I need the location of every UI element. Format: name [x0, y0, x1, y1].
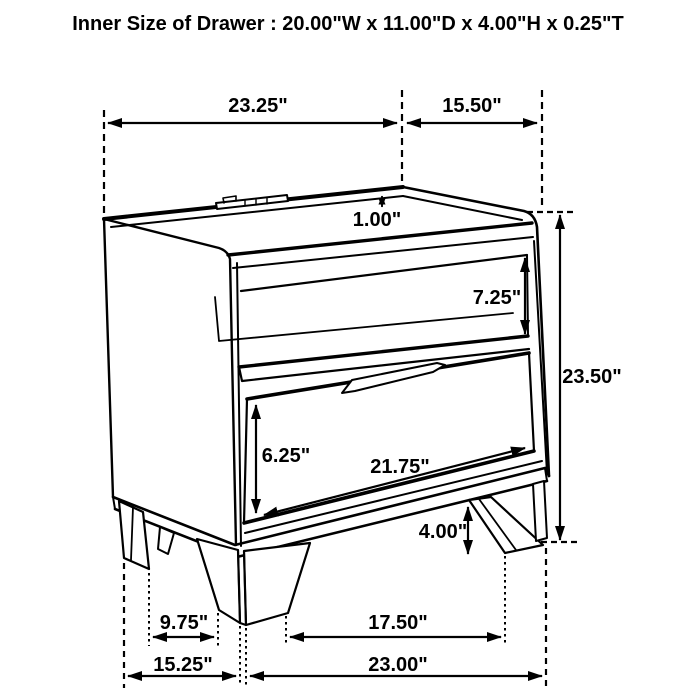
- back-left-leg: [119, 501, 149, 569]
- shelf-opening-top-edge: [241, 255, 527, 291]
- front-left-leg-front-face: [244, 543, 310, 625]
- front-left-leg-side-face: [197, 539, 240, 623]
- extension-lines: [104, 90, 581, 688]
- dimension-base-depth: [128, 654, 236, 676]
- left-panel-outline: [104, 219, 236, 545]
- left-panel-back-edge: [104, 219, 113, 497]
- dimension-leg-height: [419, 507, 468, 554]
- dimension-drawer-front-height: [256, 405, 310, 513]
- front-right-leg: [469, 497, 543, 553]
- dimension-label-leg-height: 4.00": [418, 521, 468, 543]
- dimension-label-leg-gap-front: 17.50": [368, 612, 428, 634]
- dimension-label-shelf-opening-height: 7.25": [472, 287, 522, 309]
- dimension-label-drawer-front-width: 21.75": [370, 456, 430, 478]
- top-panel-bottom-edge: [233, 237, 533, 268]
- dimension-label-leg-gap-side: 9.75": [159, 612, 209, 634]
- dimension-base-width: [250, 654, 542, 676]
- dimension-label-overall-height: 23.50": [562, 366, 622, 388]
- dimension-leg-gap-side: [153, 612, 214, 637]
- front-left-leg-corner-edge: [238, 550, 246, 625]
- dimension-shelf-opening-height: [473, 258, 525, 334]
- power-strip-icon: [216, 195, 288, 209]
- dimension-leg-gap-front: [290, 612, 501, 637]
- dimension-label-drawer-front-height: 6.25": [261, 445, 311, 467]
- dimension-top-width: [108, 95, 397, 123]
- shelf-opening-right-edge: [527, 255, 528, 336]
- dimension-label-top-thickness: 1.00": [352, 209, 402, 231]
- front-left-corner-edge: [237, 263, 241, 546]
- nightstand-drawing: [104, 187, 549, 625]
- dimension-top-depth: [407, 95, 537, 123]
- shelf-front-top-edge: [239, 336, 528, 367]
- shelf-interior-edges: [215, 297, 513, 341]
- back-left-leg-back-face: [158, 527, 174, 554]
- dimension-overall-height: [560, 215, 622, 540]
- dimension-label-top-depth: 15.50": [442, 95, 502, 117]
- dimension-label-base-depth: 15.25": [153, 654, 213, 676]
- dimension-label-base-width: 23.00": [368, 654, 428, 676]
- dimension-label-top-width: 23.25": [228, 95, 288, 117]
- diagram-title: Inner Size of Drawer : 20.00"W x 11.00"D x 4.00"H x 0.25"T: [72, 13, 624, 35]
- back-right-leg: [533, 481, 547, 541]
